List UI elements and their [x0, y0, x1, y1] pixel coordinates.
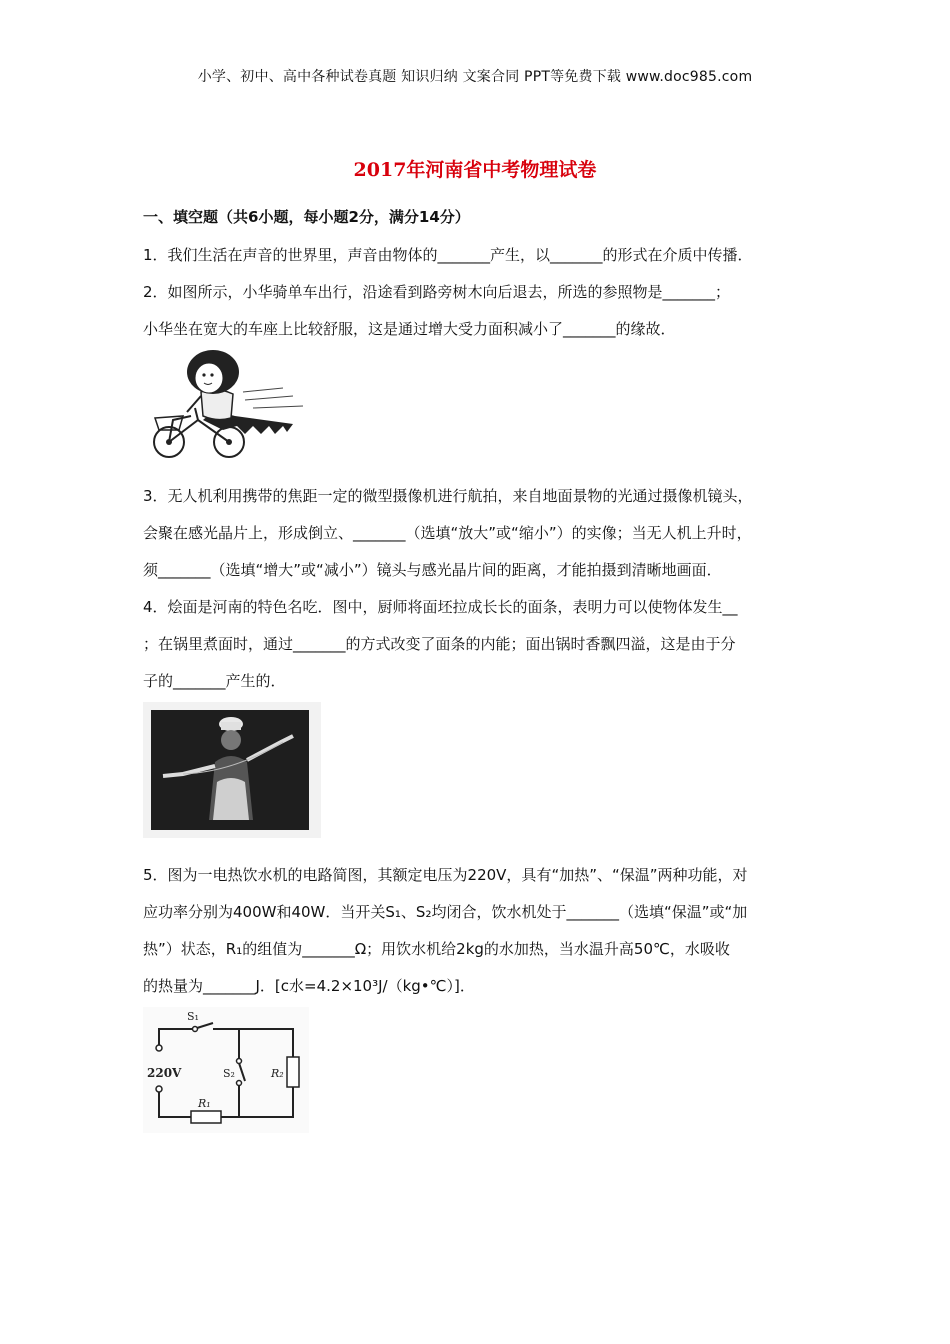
section-heading: 一、填空题（共6小题，每小题2分，满分14分）: [143, 208, 470, 226]
resistor-r2-label: R₂: [271, 1067, 284, 1080]
question-2-line-2: 小华坐在宽大的车座上比较舒服，这是通过增大受力面积减小了_______的缘故．: [143, 320, 676, 338]
question-5-line-4: 的热量为_______J．[c水=4.2×10³J/（kg•℃）]．: [143, 977, 475, 995]
question-5-line-3: 热”）状态，R₁的组值为_______Ω；用饮水机给2kg的水加热，当水温升高50℃，水吸收: [143, 940, 730, 958]
resistor-r1-label: R₁: [198, 1097, 211, 1110]
question-3-line-1: 3．无人机利用携带的焦距一定的微型摄像机进行航拍，来自地面景物的光通过摄像机镜头，: [143, 487, 753, 505]
page-title: 2017年河南省中考物理试卷: [353, 159, 597, 181]
question-2-line-1: 2．如图所示，小华骑单车出行，沿途看到路旁树木向后退去，所选的参照物是_______；: [143, 283, 731, 301]
question-4-line-2: ；在锅里煮面时，通过_______的方式改变了面条的内能；面出锅时香飘四溢，这是由于分: [143, 635, 736, 653]
question-4-line-3: 子的_______产生的．: [143, 672, 286, 690]
cyclist-figure: [143, 350, 313, 470]
chef-photo: [143, 702, 321, 838]
voltage-label: 220V: [147, 1066, 182, 1080]
question-1-line-1: 1．我们生活在声音的世界里，声音由物体的_______产生，以_______的形式在介质中传播．: [143, 246, 753, 264]
question-5-line-2: 应功率分别为400W和40W．当开关S₁、S₂均闭合，饮水机处于_______（选填“保温”或“加: [143, 903, 748, 921]
circuit-diagram: [143, 1007, 309, 1133]
switch-s2-label: S₂: [223, 1067, 235, 1080]
switch-s1-label: S₁: [187, 1010, 199, 1023]
question-3-line-2: 会聚在感光晶片上，形成倒立、_______（选填“放大”或“缩小”）的实像；当无人机上升时，: [143, 524, 752, 542]
question-3-line-3: 须_______（选填“增大”或“减小”）镜头与感光晶片间的距离，才能拍摄到清晰地画面．: [143, 561, 722, 579]
question-4-line-1: 4．烩面是河南的特色名吃．图中，厨师将面坯拉成长长的面条，表明力可以使物体发生__: [143, 598, 738, 616]
question-5-line-1: 5．图为一电热饮水机的电路简图，其额定电压为220V，具有“加热”、“保温”两种功能，对: [143, 866, 748, 884]
site-header: 小学、初中、高中各种试卷真题 知识归纳 文案合同 PPT等免费下载 www.doc985.com: [197, 69, 753, 85]
